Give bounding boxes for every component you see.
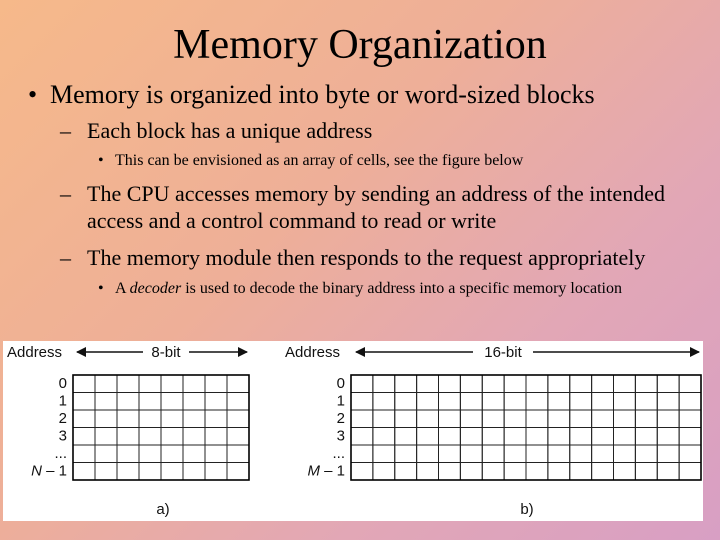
memory-cell bbox=[139, 445, 161, 463]
memory-cell bbox=[161, 410, 183, 428]
memory-cell bbox=[161, 375, 183, 393]
memory-cell bbox=[117, 463, 139, 481]
address-label: 1 bbox=[58, 392, 67, 410]
memory-cell bbox=[183, 445, 205, 463]
address-label: 0 bbox=[58, 375, 67, 392]
width-label-b: 16-bit bbox=[484, 344, 522, 361]
decoder-text-after: is used to decode the binary address into a specific memory location bbox=[181, 280, 622, 297]
memory-cell bbox=[635, 428, 657, 446]
caption-b: b) bbox=[520, 501, 534, 518]
memory-cell bbox=[570, 445, 592, 463]
memory-cell bbox=[227, 375, 249, 393]
address-label: 2 bbox=[336, 410, 345, 427]
memory-cell bbox=[526, 393, 548, 411]
memory-cell bbox=[526, 445, 548, 463]
memory-cell bbox=[614, 410, 636, 428]
address-label: 1 bbox=[336, 392, 345, 410]
memory-cell bbox=[504, 410, 526, 428]
memory-cell bbox=[504, 428, 526, 446]
memory-cell bbox=[95, 410, 117, 428]
memory-cell bbox=[635, 393, 657, 411]
address-column-a bbox=[31, 375, 67, 480]
memory-cell bbox=[139, 410, 161, 428]
memory-cell bbox=[439, 410, 461, 428]
memory-cell bbox=[657, 445, 679, 463]
address-label: ... bbox=[332, 445, 345, 462]
memory-cell bbox=[351, 428, 373, 446]
bullet-text: Memory is organized into byte or word-sized blocks bbox=[50, 80, 595, 109]
caption-a: a) bbox=[156, 501, 170, 518]
memory-cell bbox=[614, 393, 636, 411]
memory-cell bbox=[373, 428, 395, 446]
memory-cell bbox=[548, 428, 570, 446]
memory-cell bbox=[439, 463, 461, 481]
memory-cell bbox=[183, 375, 205, 393]
memory-cell bbox=[183, 393, 205, 411]
memory-cell bbox=[373, 463, 395, 481]
memory-cell bbox=[592, 410, 614, 428]
decoder-term: decoder bbox=[129, 280, 182, 297]
memory-cell bbox=[417, 410, 439, 428]
slide-title: Memory Organization bbox=[173, 22, 547, 68]
memory-cell bbox=[161, 428, 183, 446]
bullet-marker: • bbox=[98, 280, 104, 297]
memory-cell bbox=[417, 393, 439, 411]
memory-cell bbox=[73, 393, 95, 411]
memory-cell bbox=[395, 393, 417, 411]
memory-cell bbox=[183, 410, 205, 428]
memory-cell bbox=[395, 410, 417, 428]
memory-cell bbox=[439, 445, 461, 463]
memory-cell bbox=[439, 428, 461, 446]
memory-cell bbox=[139, 393, 161, 411]
address-label: 3 bbox=[336, 427, 345, 445]
memory-cell bbox=[592, 393, 614, 411]
memory-cell bbox=[657, 428, 679, 446]
memory-cell bbox=[548, 393, 570, 411]
memory-cell bbox=[657, 463, 679, 481]
memory-cell bbox=[139, 428, 161, 446]
memory-cell bbox=[460, 445, 482, 463]
memory-cell bbox=[482, 445, 504, 463]
memory-cell bbox=[161, 463, 183, 481]
memory-cell bbox=[614, 428, 636, 446]
memory-cell bbox=[482, 463, 504, 481]
memory-cell bbox=[592, 445, 614, 463]
sub-bullet-unique-address bbox=[60, 117, 372, 144]
bullet-memory-organized bbox=[28, 79, 595, 111]
memory-cell bbox=[635, 410, 657, 428]
memory-cell bbox=[482, 393, 504, 411]
memory-cell bbox=[417, 375, 439, 393]
address-label: 3 bbox=[58, 427, 67, 445]
memory-cell bbox=[592, 428, 614, 446]
memory-cell bbox=[183, 428, 205, 446]
memory-cell bbox=[504, 393, 526, 411]
memory-cell bbox=[117, 445, 139, 463]
memory-cell bbox=[95, 428, 117, 446]
decoder-text-before: A bbox=[115, 280, 130, 297]
memory-cell bbox=[504, 463, 526, 481]
memory-cell bbox=[161, 445, 183, 463]
memory-cell bbox=[526, 375, 548, 393]
bullet-text: Each block has a unique address bbox=[87, 118, 373, 143]
memory-cell bbox=[439, 393, 461, 411]
memory-cell bbox=[351, 445, 373, 463]
memory-cell bbox=[439, 375, 461, 393]
memory-cell bbox=[373, 375, 395, 393]
memory-cell bbox=[117, 428, 139, 446]
memory-cell bbox=[73, 410, 95, 428]
memory-cell bbox=[482, 375, 504, 393]
memory-cell bbox=[679, 375, 701, 393]
memory-cell bbox=[373, 445, 395, 463]
memory-cell bbox=[117, 375, 139, 393]
memory-cell bbox=[460, 410, 482, 428]
memory-cell bbox=[592, 463, 614, 481]
address-label: 0 bbox=[336, 375, 345, 392]
memory-cell bbox=[373, 393, 395, 411]
memory-cell bbox=[417, 428, 439, 446]
memory-cell bbox=[205, 428, 227, 446]
memory-cell bbox=[417, 445, 439, 463]
address-label: M – 1 bbox=[307, 462, 345, 480]
bullet-text: The CPU accesses memory by sending an address of the intended access and a control command to read or write bbox=[87, 181, 665, 233]
address-label: N – 1 bbox=[31, 462, 67, 480]
memory-cell bbox=[227, 428, 249, 446]
memory-cell bbox=[183, 463, 205, 481]
sub-sub-bullet-array-cells bbox=[98, 150, 523, 172]
bullet-text bbox=[115, 278, 685, 300]
memory-cell bbox=[570, 410, 592, 428]
memory-cell bbox=[482, 428, 504, 446]
memory-cell bbox=[570, 463, 592, 481]
memory-cell bbox=[227, 410, 249, 428]
memory-cell bbox=[73, 445, 95, 463]
address-label-a: Address bbox=[7, 344, 63, 361]
memory-cell bbox=[351, 393, 373, 411]
memory-grid-a bbox=[73, 375, 249, 480]
memory-cell bbox=[614, 463, 636, 481]
memory-cell bbox=[95, 393, 117, 411]
memory-cell bbox=[482, 410, 504, 428]
memory-cell bbox=[548, 463, 570, 481]
memory-cell bbox=[205, 463, 227, 481]
memory-cell bbox=[73, 375, 95, 393]
memory-cell bbox=[614, 375, 636, 393]
memory-cell bbox=[351, 375, 373, 393]
memory-cell bbox=[351, 463, 373, 481]
sub-bullet-memory-module bbox=[60, 244, 645, 271]
memory-cell bbox=[614, 445, 636, 463]
memory-cell bbox=[95, 445, 117, 463]
memory-cell bbox=[205, 393, 227, 411]
memory-cell bbox=[504, 445, 526, 463]
memory-cell bbox=[460, 463, 482, 481]
memory-cell bbox=[205, 445, 227, 463]
memory-cell bbox=[635, 445, 657, 463]
memory-cell bbox=[635, 463, 657, 481]
memory-cell bbox=[526, 410, 548, 428]
bullet-marker: • bbox=[28, 80, 38, 109]
memory-cell bbox=[548, 375, 570, 393]
memory-cell bbox=[570, 375, 592, 393]
memory-array-figure bbox=[3, 341, 703, 521]
memory-cell bbox=[570, 393, 592, 411]
memory-cell bbox=[460, 428, 482, 446]
address-label-b: Address bbox=[285, 344, 341, 361]
memory-cell bbox=[117, 393, 139, 411]
memory-cell bbox=[570, 428, 592, 446]
memory-cell bbox=[548, 410, 570, 428]
memory-cell bbox=[679, 445, 701, 463]
memory-cell bbox=[227, 393, 249, 411]
memory-cell bbox=[592, 375, 614, 393]
memory-cell bbox=[139, 375, 161, 393]
memory-cell bbox=[95, 463, 117, 481]
sub-sub-bullet-decoder bbox=[98, 278, 698, 300]
memory-cell bbox=[679, 410, 701, 428]
memory-cell bbox=[227, 463, 249, 481]
width-label-a: 8-bit bbox=[151, 344, 181, 361]
memory-cell bbox=[504, 375, 526, 393]
memory-cell bbox=[139, 463, 161, 481]
memory-cell bbox=[460, 375, 482, 393]
memory-array-diagram bbox=[3, 341, 703, 521]
memory-cell bbox=[205, 410, 227, 428]
dash-marker: – bbox=[60, 118, 71, 143]
dash-marker: – bbox=[60, 245, 71, 270]
memory-cell bbox=[395, 375, 417, 393]
bullet-marker: • bbox=[98, 152, 104, 169]
memory-cell bbox=[227, 445, 249, 463]
memory-cell bbox=[460, 393, 482, 411]
memory-cell bbox=[526, 463, 548, 481]
memory-cell bbox=[657, 393, 679, 411]
memory-cell bbox=[161, 393, 183, 411]
memory-cell bbox=[205, 375, 227, 393]
bullet-text: The memory module then responds to the request appropriately bbox=[87, 245, 646, 270]
memory-cell bbox=[395, 428, 417, 446]
address-column-b bbox=[307, 375, 345, 480]
memory-cell bbox=[548, 445, 570, 463]
memory-cell bbox=[395, 463, 417, 481]
bullet-text: This can be envisioned as an array of cells, see the figure below bbox=[115, 152, 524, 169]
memory-cell bbox=[73, 463, 95, 481]
memory-cell bbox=[117, 410, 139, 428]
memory-cell bbox=[635, 375, 657, 393]
memory-cell bbox=[73, 428, 95, 446]
memory-cell bbox=[526, 428, 548, 446]
memory-cell bbox=[395, 445, 417, 463]
memory-grid-b bbox=[351, 375, 701, 480]
memory-cell bbox=[417, 463, 439, 481]
memory-cell bbox=[657, 375, 679, 393]
memory-cell bbox=[373, 410, 395, 428]
memory-cell bbox=[351, 410, 373, 428]
memory-cell bbox=[679, 428, 701, 446]
memory-cell bbox=[679, 463, 701, 481]
address-label: ... bbox=[54, 445, 67, 462]
address-label: 2 bbox=[58, 410, 67, 427]
memory-cell bbox=[679, 393, 701, 411]
memory-cell bbox=[95, 375, 117, 393]
sub-bullet-cpu-accesses bbox=[60, 180, 700, 234]
dash-marker: – bbox=[60, 181, 71, 206]
memory-cell bbox=[657, 410, 679, 428]
